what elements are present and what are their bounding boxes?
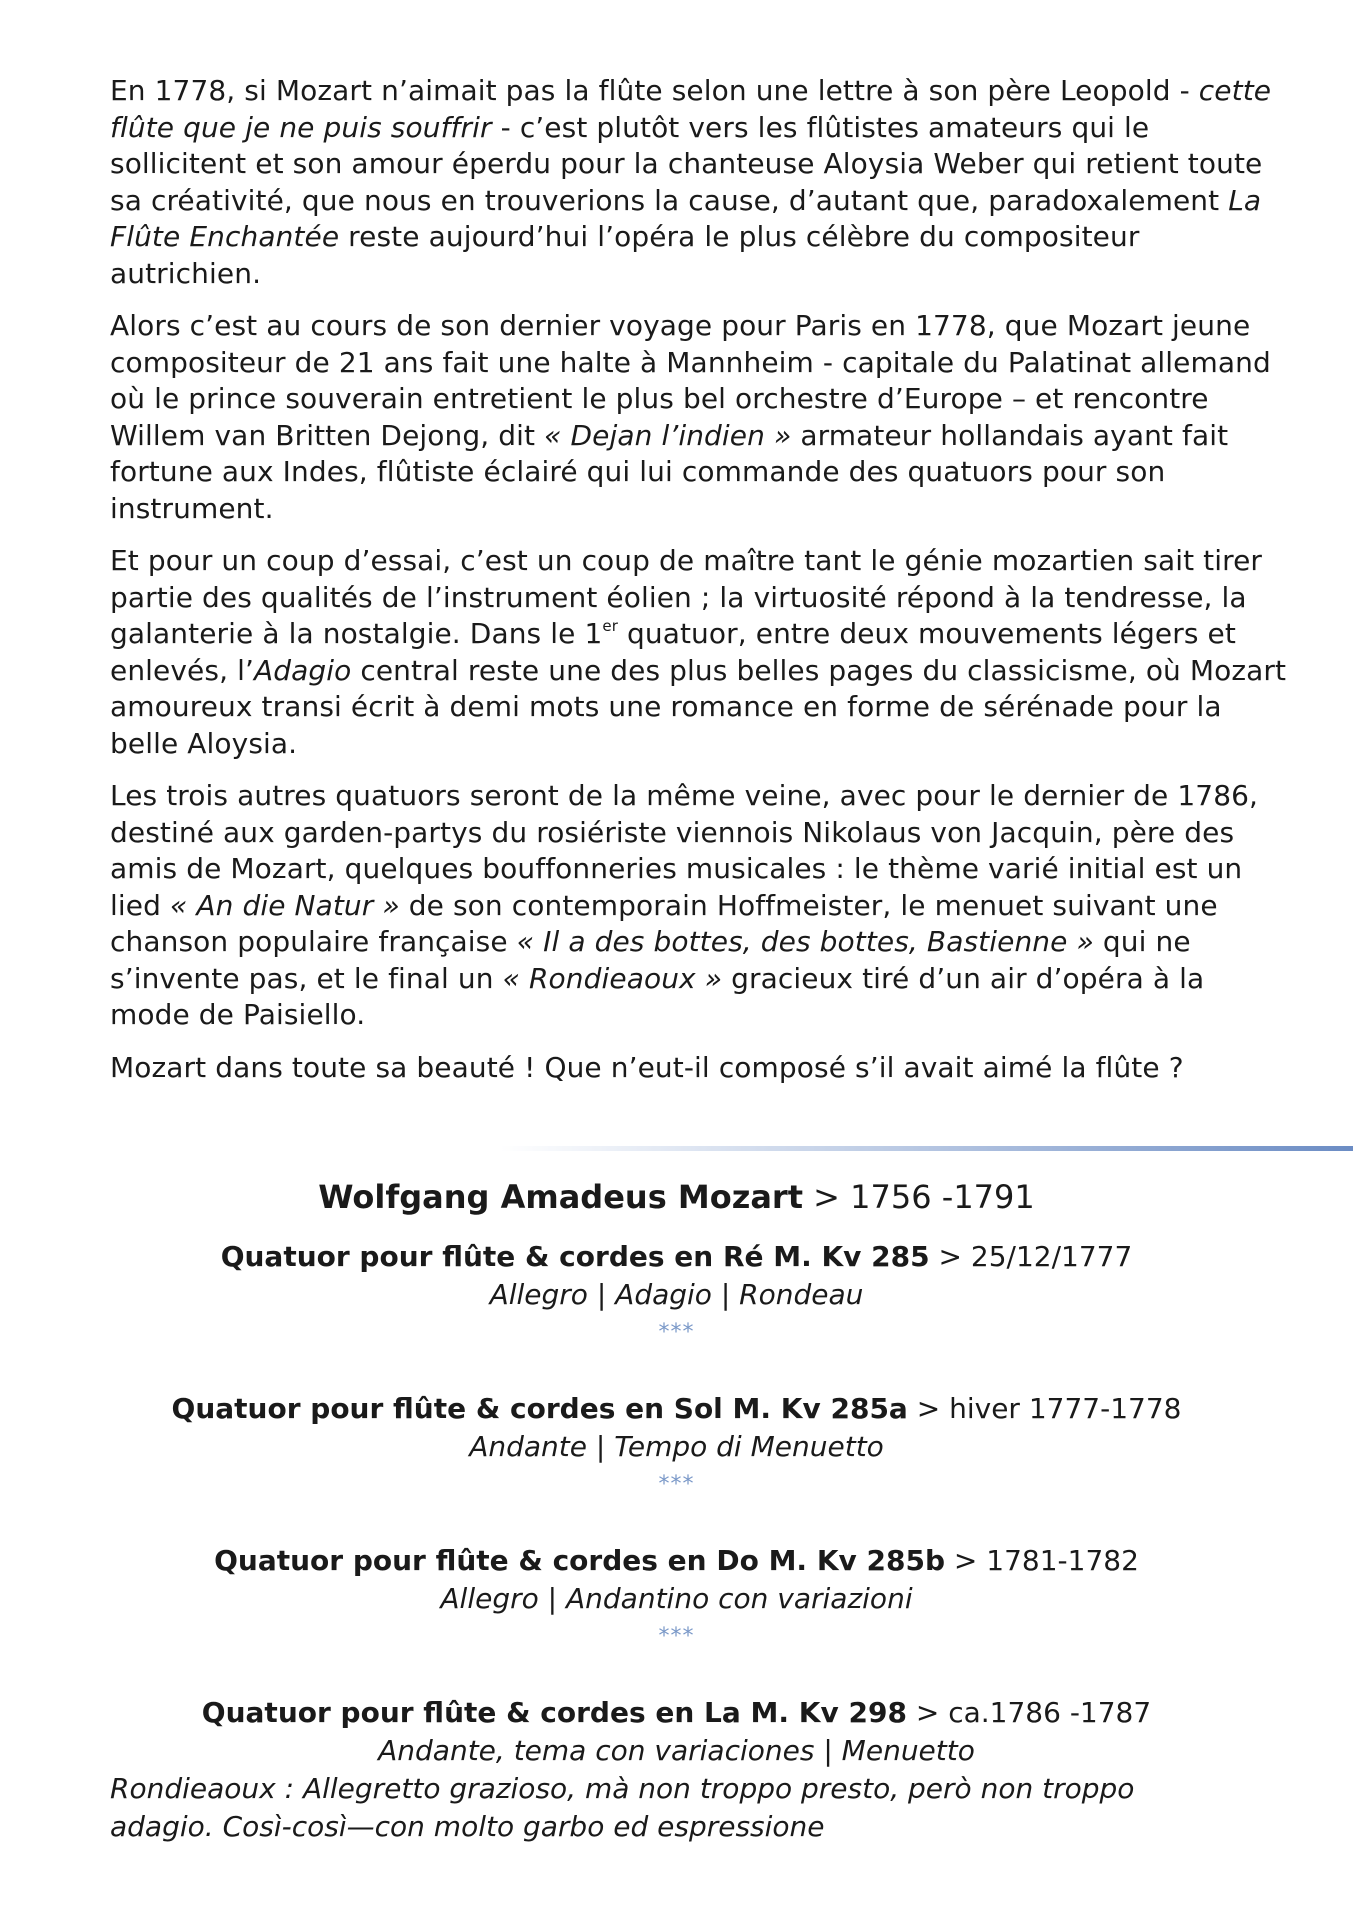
work-2-title: Quatuor pour flûte & cordes en Sol M. Kv 285a — [171, 1392, 908, 1425]
work-4-finale-description — [110, 1770, 1290, 1846]
paragraph-3-text-b: quatuor, entre deux mouvements légers et enlevés, l’ — [110, 617, 1236, 687]
work-4-finale-line-1: Rondieaoux : Allegretto grazioso, mà non troppo presto, però non troppo — [110, 1772, 1135, 1805]
separator-2: *** — [658, 1472, 695, 1497]
paragraph-3-text-a: Et pour un coup d’essai, c’est un coup de maître tant le génie mozartien sait tirer partie des qualités de l’instrument éolien ; la virtuosité répond à la tendresse, la galanterie à la nostalgie. Dans le 1 — [110, 544, 1263, 650]
work-3 — [0, 1542, 1353, 1656]
paragraph-4-text-b: de son contemporain Hoffmeister, le menuet suivant une chanson populaire française — [110, 888, 1218, 958]
paragraph-2 — [110, 308, 1290, 527]
paragraph-1-quote: cette flûte que je ne puis souffrir — [110, 74, 1272, 144]
separator-1: *** — [658, 1320, 695, 1345]
paragraph-1-text-b: - c’est plutôt vers les flûtistes amateurs qui le sollicitent et son amour éperdu pour la chanteuse Aloysia Weber qui retient toute sa créativité, que nous en trouverions la cause, d’autant que, paradoxalement — [110, 110, 1263, 217]
work-1-title: Quatuor pour flûte & cordes en Ré M. Kv 285 — [220, 1240, 930, 1273]
separator-3: *** — [658, 1624, 695, 1649]
paragraph-4 — [110, 778, 1290, 1034]
paragraph-4-text-d: gracieux tiré d’un air d’opéra à la mode de Paisiello. — [110, 961, 1205, 1031]
work-4 — [0, 1694, 1353, 1770]
work-1-movements: Allegro | Adagio | Rondeau — [489, 1278, 864, 1311]
composer-heading — [0, 1176, 1353, 1218]
opera-title: La Flûte Enchantée — [110, 183, 1262, 253]
work-4-date: > ca.1786 -1787 — [915, 1696, 1152, 1729]
work-3-title-line — [0, 1542, 1353, 1580]
paragraph-2-text-a: Alors c’est au cours de son dernier voyage pour Paris en 1778, que Mozart jeune compositeur de 21 ans fait une halte à Mannheim - capitale du Palatinat allemand où le prince souverain entretient le plus bel orchestre d’Europe – et rencontre Willem van Britten Dejong, dit — [110, 309, 1271, 452]
song-title: « Il a des bottes, des bottes, Bastienne » — [516, 925, 1094, 958]
paragraph-1 — [110, 73, 1290, 292]
nickname-quote: « Dejan l’indien » — [544, 418, 792, 452]
body-text — [110, 73, 1290, 1102]
paragraph-1-text-a: En 1778, si Mozart n’aimait pas la flûte selon une lettre à son père Leopold - — [110, 74, 1190, 107]
paragraph-3 — [110, 543, 1290, 762]
adagio-term: Adagio — [253, 653, 352, 687]
paragraph-3-text-c: central reste une des plus belles pages du classicisme, où Mozart amoureux transi écrit à demi mots une romance en forme de sérénade pour la belle Aloysia. — [110, 653, 1287, 760]
work-4-finale-line-2: adagio. Così-così—con molto garbo ed espressione — [110, 1810, 825, 1843]
paragraph-2-text-b: armateur hollandais ayant fait fortune aux Indes, flûtiste éclairé qui lui commande des quatuors pour son instrument. — [110, 418, 1229, 525]
ordinal-superscript: er — [602, 617, 618, 635]
work-2 — [0, 1390, 1353, 1504]
work-4-title-line — [0, 1694, 1353, 1732]
work-2-date: > hiver 1777-1778 — [916, 1392, 1182, 1425]
work-2-title-line — [0, 1390, 1353, 1428]
lied-title: « An die Natur » — [169, 888, 400, 922]
composer-name: Wolfgang Amadeus Mozart — [318, 1178, 803, 1216]
paragraph-5-text: Mozart dans toute sa beauté ! Que n’eut-il composé s’il avait aimé la flûte ? — [110, 1050, 1184, 1084]
section-divider — [500, 1146, 1353, 1151]
finale-title: « Rondieaoux » — [502, 961, 723, 995]
work-3-date: > 1781-1782 — [953, 1544, 1139, 1577]
work-3-movements: Allegro | Andantino con variazioni — [440, 1582, 913, 1615]
work-1-date: > 25/12/1777 — [938, 1240, 1133, 1273]
work-2-movements: Andante | Tempo di Menuetto — [469, 1430, 884, 1463]
work-1-title-line — [0, 1238, 1353, 1276]
work-1 — [0, 1238, 1353, 1352]
paragraph-4-text-c: qui ne s’invente pas, et le final un — [110, 925, 1191, 995]
work-3-title: Quatuor pour flûte & cordes en Do M. Kv 285b — [214, 1544, 946, 1577]
paragraph-4-text-a: Les trois autres quatuors seront de la même veine, avec pour le dernier de 1786, destiné aux garden-partys du rosiériste viennois Nikolaus von Jacquin, père des amis de Mozart, quelques bouffonneries musicales : le thème varié initial est un lied — [110, 779, 1259, 922]
paragraph-1-text-c: reste aujourd’hui l’opéra le plus célèbre du compositeur autrichien. — [110, 220, 1140, 290]
work-4-movements: Andante, tema con variaciones | Menuetto — [378, 1734, 975, 1767]
paragraph-5 — [110, 1050, 1290, 1087]
work-4-title: Quatuor pour flûte & cordes en La M. Kv 298 — [201, 1696, 907, 1729]
composer-dates: > 1756 -1791 — [813, 1178, 1035, 1216]
